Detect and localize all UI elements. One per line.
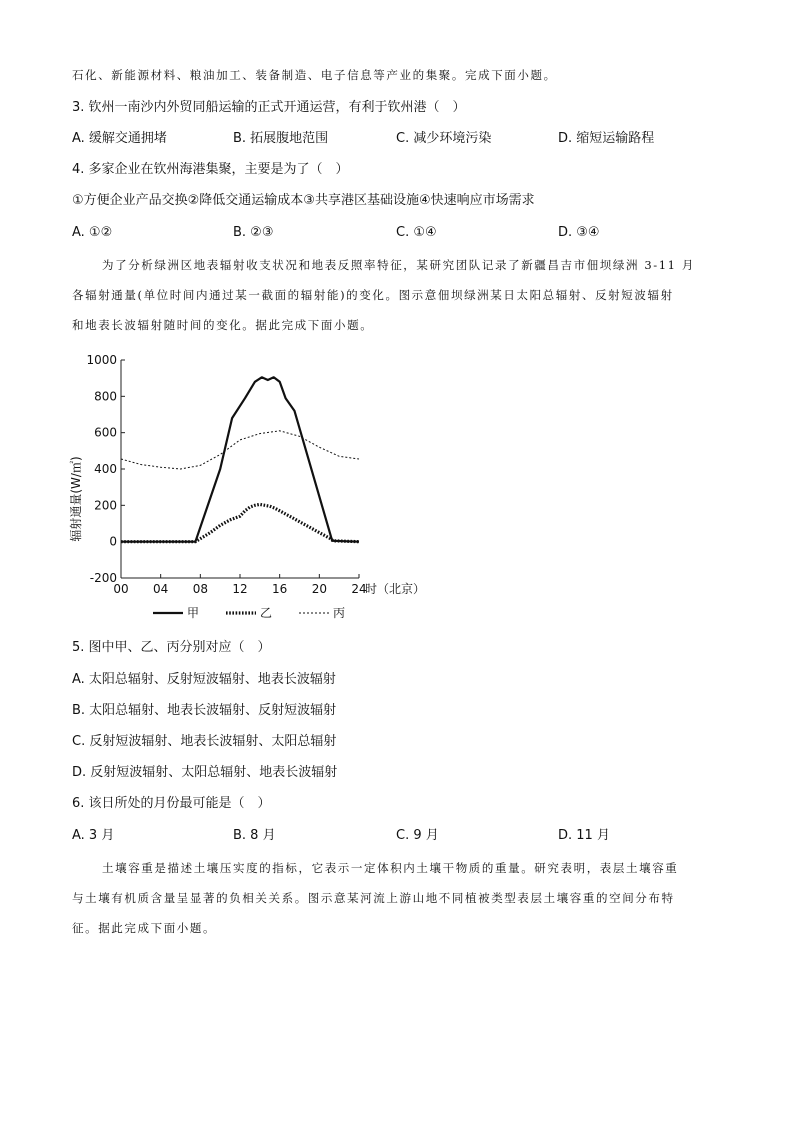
chart-series — [121, 377, 359, 541]
passage-2-line-2: 各辐射通量(单位时间内通过某一截面的辐射能)的变化。图示意佃坝绿洲某日太阳总辐射、反射短波辐射 — [72, 288, 674, 302]
y-axis-label — [69, 456, 83, 541]
x-tick-label: 20 — [311, 582, 327, 596]
y-tick-label: 200 — [94, 498, 117, 513]
y-tick-label: 1000 — [86, 353, 117, 367]
question-4-stem: 4. 多家企业在钦州海港集聚，主要是为了（ ） — [72, 162, 349, 177]
q6-option-a[interactable]: A. 3 月 — [72, 828, 115, 843]
x-tick-label: 24 — [351, 582, 367, 596]
question-4-statements: ①方便企业产品交换②降低交通运输成本③共享港区基础设施④快速响应市场需求 — [72, 193, 535, 208]
y-tick-label: 600 — [94, 425, 117, 440]
x-axis-title: 时（北京） — [365, 582, 426, 596]
legend-label-丙: 丙 — [333, 606, 346, 620]
q5-option-a[interactable]: A. 太阳总辐射、反射短波辐射、地表长波辐射 — [72, 672, 336, 687]
q6-option-b[interactable]: B. 8 月 — [233, 828, 276, 843]
passage-3-line-1: 土壤容重是描述土壤压实度的指标，它表示一定体积内土壤干物质的重量。研究表明，表层土壤容重 — [102, 861, 679, 875]
q4-option-d[interactable]: D. ③④ — [558, 225, 600, 240]
y-axis-title: 辐射通量(W/㎡) — [69, 456, 83, 542]
q4-option-b[interactable]: B. ②③ — [233, 225, 274, 240]
x-tick-label: 16 — [272, 582, 288, 596]
question-6-stem: 6. 该日所处的月份最可能是（ ） — [72, 796, 271, 811]
q4-option-a[interactable]: A. ①② — [72, 225, 113, 240]
passage-3-line-2: 与土壤有机质含量呈显著的负相关关系。图示意某河流上游山地不同植被类型表层土壤容重的空间分布特 — [72, 891, 675, 905]
q5-option-b[interactable]: B. 太阳总辐射、地表长波辐射、反射短波辐射 — [72, 703, 337, 718]
q5-option-d[interactable]: D. 反射短波辐射、太阳总辐射、地表长波辐射 — [72, 765, 338, 780]
q3-option-d[interactable]: D. 缩短运输路程 — [558, 131, 655, 146]
question-5-stem: 5. 图中甲、乙、丙分别对应（ ） — [72, 640, 271, 655]
y-tick-label: -200 — [89, 571, 117, 585]
legend-label-甲: 甲 — [187, 606, 200, 620]
y-tick-label: 800 — [94, 389, 117, 404]
legend-label-乙: 乙 — [260, 606, 273, 620]
q3-option-b[interactable]: B. 拓展腹地范围 — [233, 131, 329, 146]
x-tick-label: 12 — [232, 582, 248, 596]
passage-2-line-3: 和地表长波辐射随时间的变化。据此完成下面小题。 — [72, 318, 374, 332]
chart-axes — [86, 353, 425, 596]
series-line-丙 — [121, 431, 359, 469]
y-tick-label: 400 — [94, 462, 117, 476]
intro-tail: 石化、新能源材料、粮油加工、装备制造、电子信息等产业的集聚。完成下面小题。 — [72, 68, 557, 82]
q4-option-c[interactable]: C. ①④ — [396, 225, 437, 240]
q3-option-c[interactable]: C. 减少环境污染 — [396, 131, 492, 146]
question-3-stem: 3. 钦州一南沙内外贸同船运输的正式开通运营，有利于钦州港（ ） — [72, 100, 466, 115]
passage-2-line-1: 为了分析绿洲区地表辐射收支状况和地表反照率特征，某研究团队记录了新疆昌吉市佃坝绿洲 3-11 月 — [102, 258, 695, 272]
q6-option-d[interactable]: D. 11 月 — [558, 828, 610, 843]
chart-legend — [153, 606, 345, 620]
q6-option-c[interactable]: C. 9 月 — [396, 828, 439, 843]
passage-3-line-3: 征。据此完成下面小题。 — [72, 921, 217, 935]
x-tick-label: 00 — [113, 582, 129, 596]
x-tick-label: 04 — [153, 582, 169, 596]
radiation-chart — [66, 348, 446, 630]
q3-option-a[interactable]: A. 缓解交通拥堵 — [72, 131, 167, 146]
x-tick-label: 08 — [192, 582, 208, 596]
y-tick-label: 0 — [109, 534, 117, 549]
q5-option-c[interactable]: C. 反射短波辐射、地表长波辐射、太阳总辐射 — [72, 734, 337, 749]
